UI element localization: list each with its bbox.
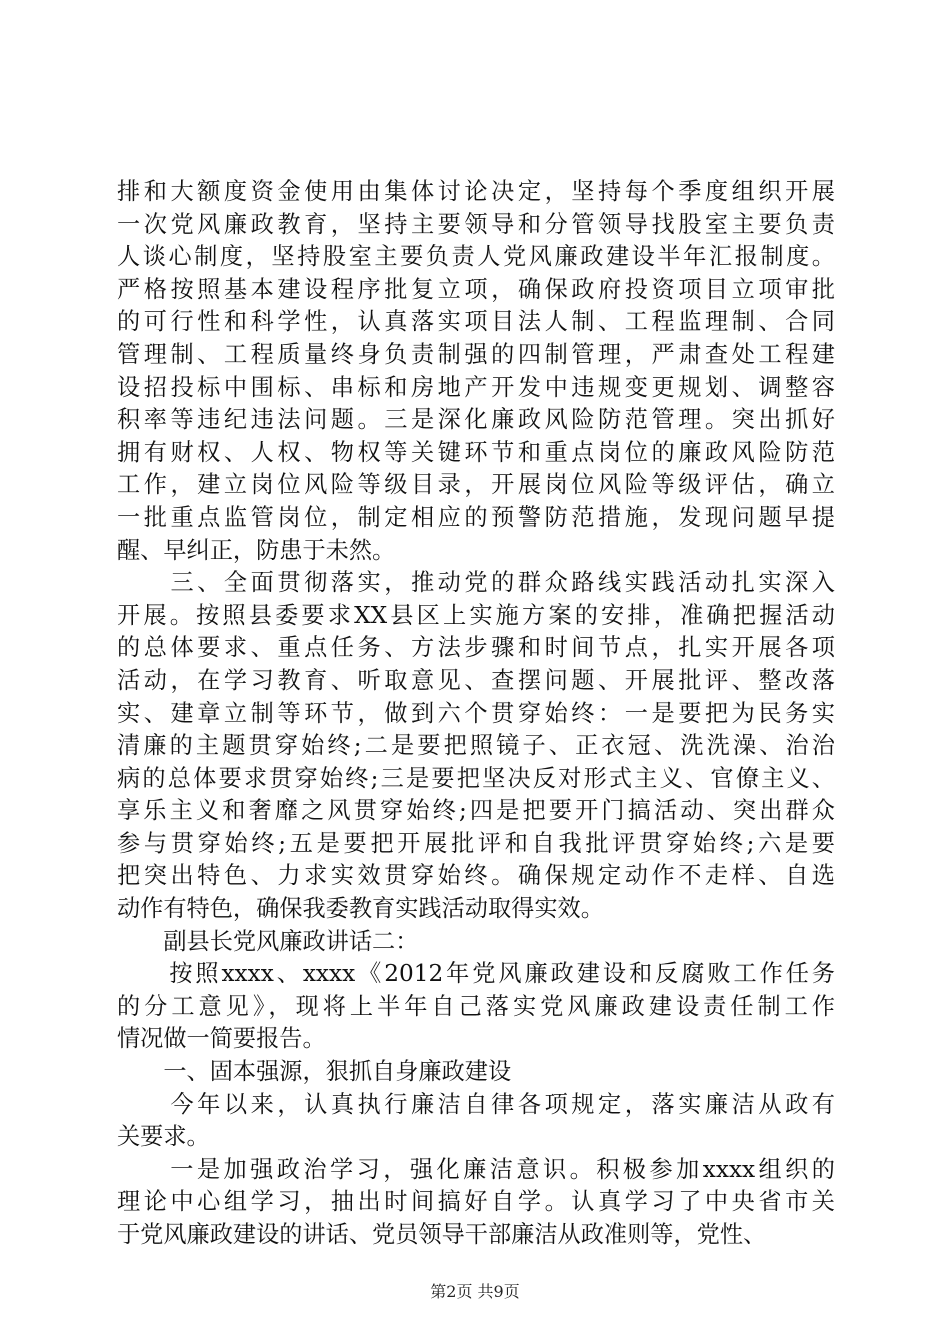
body-text-line: 一、固本强源，狠抓自身廉政建设 [117, 1058, 512, 1086]
document-body [117, 176, 835, 1252]
body-text-line: 参与贯穿始终;五是要把开展批评和自我批评贯穿始终;六是要 [117, 829, 835, 857]
body-text-line: 的总体要求、重点任务、方法步骤和时间节点，扎实开展各项 [117, 634, 835, 662]
body-text-line: 拥有财权、人权、物权等关键环节和重点岗位的廉政风险防范 [117, 438, 835, 466]
page-footer: 第2页 共9页 [430, 1282, 520, 1301]
body-text-line: 享乐主义和奢靡之风贯穿始终;四是把要开门搞活动、突出群众 [117, 797, 835, 825]
body-text-line: 一次党风廉政教育，坚持主要领导和分管领导找股室主要负责 [117, 210, 835, 238]
body-text-line: 排和大额度资金使用由集体讨论决定，坚持每个季度组织开展 [117, 178, 835, 205]
body-text-line: 关要求。 [117, 1123, 210, 1151]
body-text-line: 情况做一简要报告。 [117, 1025, 326, 1053]
body-text-line: 设招投标中围标、串标和房地产开发中违规变更规划、调整容 [117, 373, 835, 401]
body-text-line: 按照xxxx、xxxx《2012年党风廉政建设和反腐败工作任务 [117, 960, 835, 988]
body-text-line: 的分工意见》，现将上半年自己落实党风廉政建设责任制工作 [117, 992, 835, 1020]
body-text-line: 开展。按照县委要求XX县区上实施方案的安排，准确把握活动 [117, 601, 835, 629]
body-text-line: 严格按照基本建设程序批复立项，确保政府投资项目立项审批 [117, 275, 835, 303]
body-text-line: 的可行性和科学性，认真落实项目法人制、工程监理制、合同 [117, 308, 835, 336]
body-text-line: 实、建章立制等环节，做到六个贯穿始终：一是要把为民务实 [117, 699, 835, 727]
body-text-line: 人谈心制度，坚持股室主要负责人党风廉政建设半年汇报制度。 [117, 243, 835, 271]
body-text-line: 一是加强政治学习，强化廉洁意识。积极参加xxxx组织的 [117, 1155, 835, 1183]
body-text-line: 活动，在学习教育、听取意见、查摆问题、开展批评、整改落 [117, 666, 835, 694]
body-text-line: 一批重点监管岗位，制定相应的预警防范措施，发现问题早提 [117, 503, 835, 531]
body-text-line: 三、全面贯彻落实，推动党的群众路线实践活动扎实深入 [117, 569, 835, 597]
body-text-line: 理论中心组学习，抽出时间搞好自学。认真学习了中央省市关 [117, 1188, 835, 1216]
body-text-line: 积率等违纪违法问题。三是深化廉政风险防范管理。突出抓好 [117, 406, 835, 434]
body-text-line: 今年以来，认真执行廉洁自律各项规定，落实廉洁从政有 [117, 1090, 835, 1118]
body-text-line: 于党风廉政建设的讲话、党员领导干部廉洁从政准则等，党性、 [117, 1221, 767, 1248]
body-text-line: 副县长党风廉政讲话二： [117, 927, 419, 955]
body-text-line: 管理制、工程质量终身负责制强的四制管理，严肃查处工程建 [117, 340, 835, 368]
body-text-line: 把突出特色、力求实效贯穿始终。确保规定动作不走样、自选 [117, 862, 835, 890]
body-text-line: 清廉的主题贯穿始终;二是要把照镜子、正衣冠、洗洗澡、治治 [117, 732, 835, 760]
body-text-line: 病的总体要求贯穿始终;三是要把坚决反对形式主义、官僚主义、 [117, 764, 835, 792]
body-text-line: 动作有特色，确保我委教育实践活动取得实效。 [117, 895, 604, 923]
body-text-line: 工作，建立岗位风险等级目录，开展岗位风险等级评估，确立 [117, 471, 835, 499]
body-text-line: 醒、早纠正，防患于未然。 [117, 536, 396, 564]
